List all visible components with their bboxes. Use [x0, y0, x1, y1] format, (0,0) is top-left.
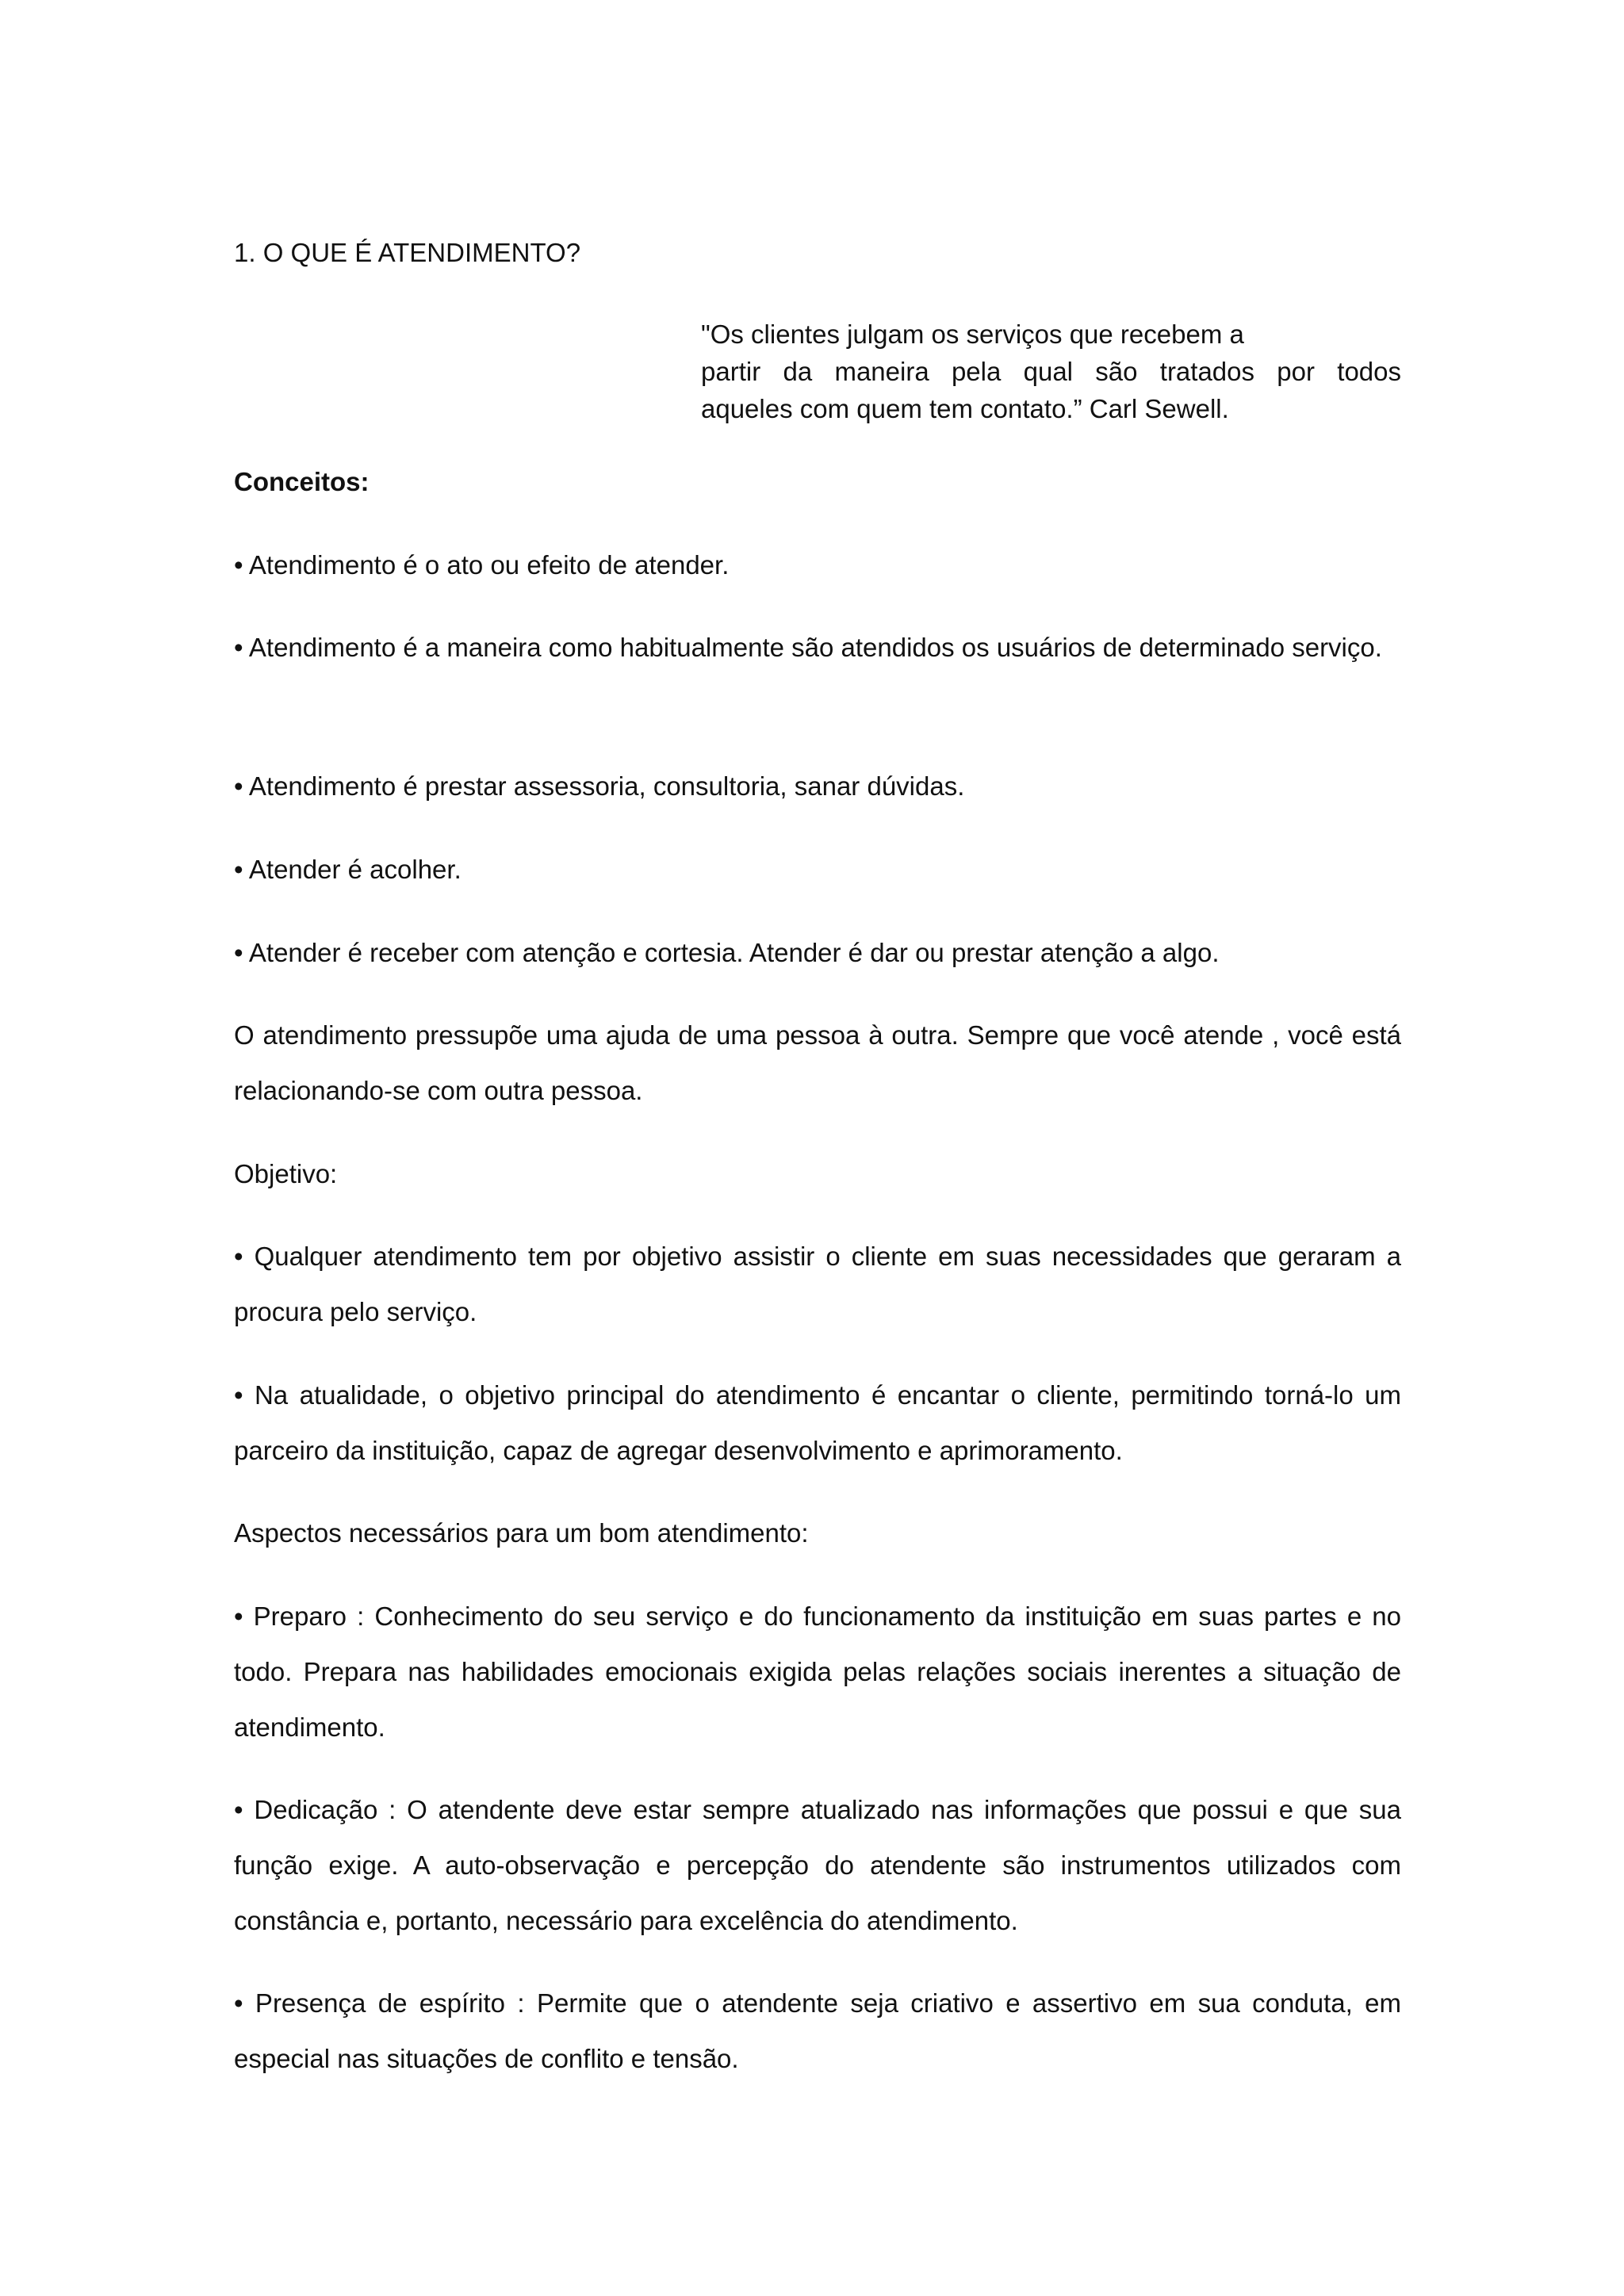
conceito-item: • Atendimento é a maneira como habitualmente são atendidos os usuários de determinado serviço. — [234, 633, 1382, 662]
epigraph-quote — [701, 316, 1401, 427]
conceitos-label: Conceitos: — [234, 467, 370, 496]
epigraph-line: "Os clientes julgam os serviços que recebem a — [701, 320, 1244, 349]
objetivo-item: • Qualquer atendimento tem por objetivo assistir o cliente em suas necessidades que geraram a procura pelo serviço. — [234, 1242, 1401, 1326]
conceito-item: • Atendimento é prestar assessoria, consultoria, sanar dúvidas. — [234, 771, 965, 801]
conceito-item: • Atender é receber com atenção e cortesia. Atender é dar ou prestar atenção a algo. — [234, 938, 1220, 967]
aspecto-item: • Presença de espírito : Permite que o atendente seja criativo e assertivo em sua conduta, em especial nas situações de conflito e tensão. — [234, 1988, 1401, 2073]
epigraph-line: partir da maneira pela qual são tratados por todos — [701, 357, 1401, 386]
aspecto-item: • Preparo : Conhecimento do seu serviço e do funcionamento da instituição em suas partes e no todo. Prepara nas habilidades emocionais exigida pelas relações sociais inerentes a situação de atendimento. — [234, 1601, 1401, 1742]
document-page — [234, 0, 1401, 2296]
aspectos-label: Aspectos necessários para um bom atendimento: — [234, 1518, 809, 1548]
section-heading: 1. O QUE É ATENDIMENTO? — [234, 238, 581, 267]
conceito-item: • Atender é acolher. — [234, 855, 462, 884]
paragraph-relacionamento: O atendimento pressupõe uma ajuda de uma pessoa à outra. Sempre que você atende , você está relacionando-se com outra pessoa. — [234, 1020, 1401, 1105]
conceito-item: • Atendimento é o ato ou efeito de atender. — [234, 550, 730, 580]
aspecto-item: • Dedicação : O atendente deve estar sempre atualizado nas informações que possui e que sua função exige. A auto-observação e percepção do atendente são instrumentos utilizados com constância e, portanto, necessário para excelência do atendimento. — [234, 1795, 1401, 1935]
epigraph-line: aqueles com quem tem contato.” Carl Sewell. — [701, 394, 1229, 423]
objetivo-label: Objetivo: — [234, 1159, 338, 1188]
objetivo-item: • Na atualidade, o objetivo principal do atendimento é encantar o cliente, permitindo torná-lo um parceiro da instituição, capaz de agregar desenvolvimento e aprimoramento. — [234, 1380, 1401, 1465]
